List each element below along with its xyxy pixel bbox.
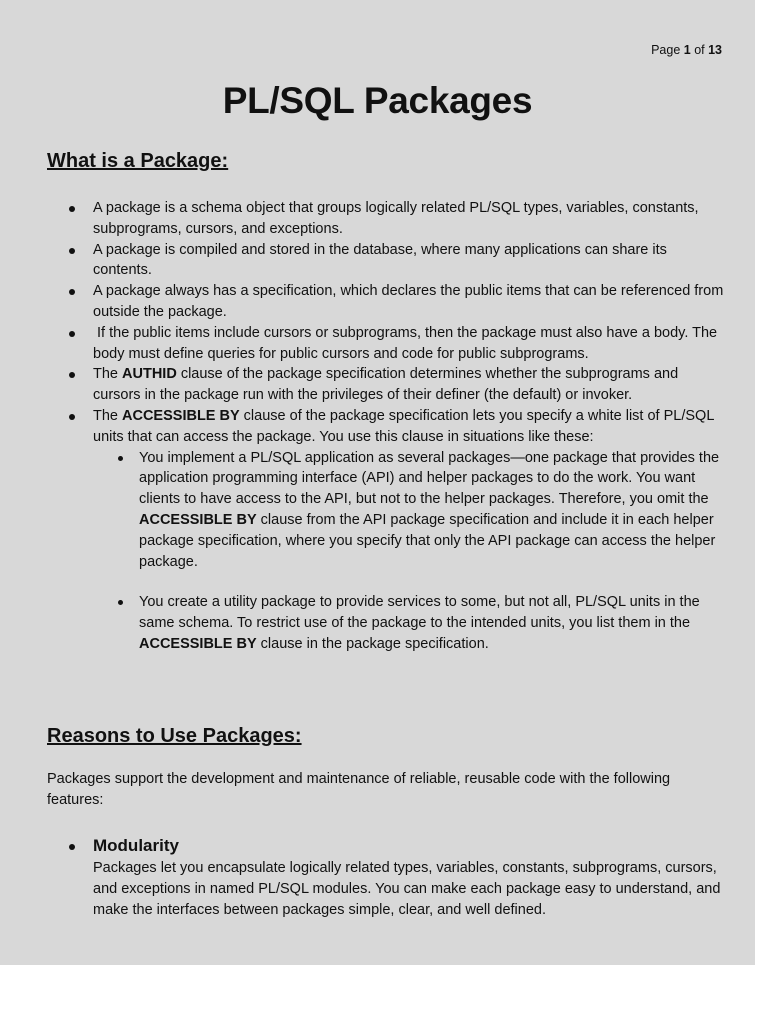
page-number-prefix: Page [651,43,684,57]
text-span: clause from the API package specification and include it in each helper package specification, where you specify that only the API package can access the helper package. [139,511,716,570]
list-spacer [93,572,727,592]
bullet-icon [69,414,75,420]
text-span: The [93,407,123,424]
section-heading-reasons: Reasons to Use Packages: [47,725,302,747]
bullet-icon [69,248,75,254]
bullet-icon [69,289,75,295]
text-span: clause of the package specification determines whether the subprograms and cursors in the package run with the privileges of their definer (the default) or invoker. [93,366,679,404]
bullet-icon [69,331,75,337]
list-item [47,281,727,323]
list-item [47,198,727,240]
bullet-icon [118,600,123,605]
package-bullet-list [47,198,727,655]
list-item [47,323,727,365]
keyword-accessible-by: ACCESSIBLE BY [122,407,240,424]
sub-bullet-list [93,448,727,655]
reasons-intro: Packages support the development and maintenance of reliable, reusable code with the following features: [47,771,671,808]
text-span: clause of the package specification lets you specify a white list of PL/SQL units that can access the package. You use this clause in situations like these: [93,407,714,445]
list-item-text: If the public items include cursors or subprograms, then the package must also have a body. The body must define queries for public cursors and code for public subprograms. [93,324,722,362]
text-span: The [93,366,123,383]
list-item [47,240,727,282]
page-number-of: of [690,43,709,57]
sub-list-item [93,448,727,573]
sub-list-item [93,592,727,654]
list-item [47,364,727,406]
list-item [47,406,727,655]
page-number-current: 1 [683,43,691,57]
bullet-icon [69,372,75,378]
keyword-accessible-by: ACCESSIBLE BY [139,635,257,652]
list-item-text: A package is a schema object that groups logically related PL/SQL types, variables, constants, subprograms, cursors, and exceptions. [93,200,699,237]
feature-body: Packages let you encapsulate logically related types, variables, constants, subprograms, cursors, and exceptions in named PL/SQL modules. You can make each package easy to understand, and make the interfaces between packages simple, clear, and well defined. [93,860,721,918]
page-number [651,43,722,57]
text-span: You implement a PL/SQL application as several packages—one package that provides the application programming interface (API) and helper packages to do the work. You want clients to have access to the API, but not to the helper packages. Therefore, you omit the [139,449,720,508]
keyword-accessible-by: ACCESSIBLE BY [139,511,257,528]
list-item-text: A package always has a specification, which declares the public items that can be referenced from outside the package. [93,283,724,320]
page-title: PL/SQL Packages [222,80,533,121]
text-span: clause in the package specification. [256,635,489,652]
bullet-icon [69,206,75,212]
bullet-icon [69,844,75,850]
feature-title: Modularity [93,836,179,855]
keyword-authid: AUTHID [122,366,177,383]
section-heading-what-is-package: What is a Package: [47,150,229,172]
feature-modularity [47,834,727,920]
page-number-total: 13 [708,43,722,57]
list-item-text: A package is compiled and stored in the database, where many applications can share its contents. [93,241,667,279]
text-span: You create a utility package to provide services to some, but not all, PL/SQL units in the same schema. To restrict use of the package to the intended units, you list them in the [139,594,700,632]
bullet-icon [118,456,123,461]
